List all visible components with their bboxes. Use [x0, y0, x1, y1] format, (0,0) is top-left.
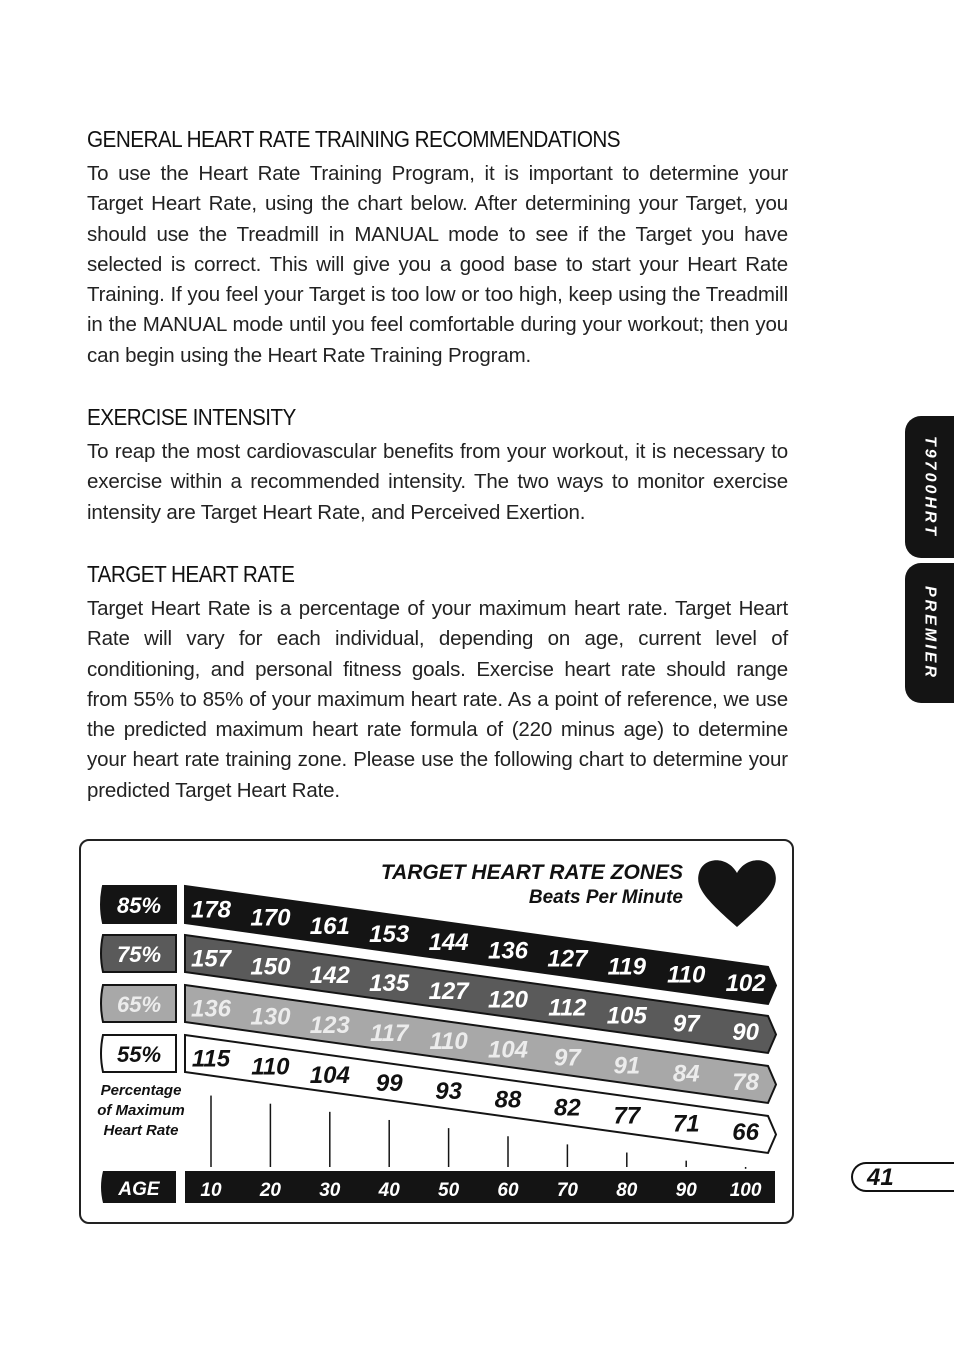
zone-percent-label: 65% [116, 992, 162, 1017]
zone-value: 82 [554, 1094, 581, 1122]
zone-value: 66 [732, 1118, 759, 1146]
zone-value: 127 [428, 978, 469, 1006]
zone-value: 88 [494, 1086, 522, 1114]
row-axis-label: of Maximum [97, 1102, 185, 1119]
zone-value: 91 [613, 1052, 641, 1080]
section-exercise-intensity [87, 404, 788, 528]
zone-value: 112 [548, 994, 587, 1022]
row-axis-label: Heart Rate [103, 1122, 179, 1139]
chart-title: TARGET HEART RATE ZONES [380, 861, 683, 884]
age-tick-label: 10 [200, 1180, 222, 1201]
zone-value: 119 [607, 953, 646, 981]
side-tab-label: PREMIER [921, 586, 939, 680]
zone-value: 99 [375, 1069, 403, 1097]
zone-value: 110 [429, 1028, 468, 1056]
zone-value: 178 [190, 896, 232, 924]
zone-value: 170 [250, 904, 291, 932]
age-tick-label: 50 [438, 1180, 460, 1201]
section-body: To reap the most cardiovascular benefits from your workout, it is necessary to exercise within a recommended intensity. The two ways to monitor exercise intensity are Target Heart Rate, and Perceived Exertion. [87, 440, 788, 524]
zone-value: 161 [309, 912, 350, 940]
zone-value: 150 [250, 953, 291, 981]
chart-subtitle: Beats Per Minute [528, 887, 683, 908]
zone-value: 110 [251, 1053, 290, 1081]
zone-percent-label: 75% [116, 942, 162, 967]
zone-value: 90 [732, 1018, 759, 1046]
zone-percent-label: 55% [116, 1042, 162, 1067]
zone-value: 117 [370, 1019, 409, 1047]
zone-value: 105 [606, 1002, 647, 1030]
zone-value: 104 [487, 1036, 529, 1064]
age-tick-label: 20 [259, 1180, 281, 1201]
age-tick-label: 80 [616, 1180, 638, 1201]
side-tab-label: T9700HRT [921, 436, 939, 538]
zone-value: 127 [547, 945, 588, 973]
zone-value: 97 [554, 1044, 581, 1072]
zone-value: 142 [309, 961, 350, 989]
zone-value: 120 [487, 986, 529, 1014]
age-tick-label: 70 [556, 1180, 578, 1201]
row-axis-label: Percentage [100, 1082, 182, 1099]
section-target-heart-rate [87, 561, 788, 806]
zone-value: 93 [435, 1078, 462, 1106]
section-body: Target Heart Rate is a percentage of your maximum heart rate. Target Heart Rate will vary for each individual, depending on age, current level of conditioning, and personal fitness goals. Exercise heart rate should range from 55% to 85% of your maximum heart rate. As a point of reference, we use the predicted maximum heart rate formula of (220 minus age) to determine your heart rate training zone. Please use the following chart to determine your predicted Target Heart Rate. [87, 597, 788, 802]
zone-value: 115 [191, 1045, 231, 1073]
section-heading: GENERAL HEART RATE TRAINING RECOMMENDATIONS [87, 126, 621, 152]
heart-icon [698, 860, 776, 927]
age-axis-label: AGE [118, 1179, 160, 1200]
zone-value: 71 [672, 1110, 700, 1138]
age-tick-label: 30 [319, 1180, 341, 1201]
zone-value: 157 [190, 945, 232, 973]
section-heading: TARGET HEART RATE [87, 561, 295, 587]
zone-value: 153 [369, 920, 410, 948]
heart-rate-zone-chart [79, 839, 794, 1224]
zone-value: 77 [613, 1102, 641, 1130]
zone-value: 123 [309, 1011, 350, 1039]
age-tick-label: 60 [497, 1180, 519, 1201]
section-general-recommendations [87, 126, 788, 371]
zone-value: 84 [672, 1060, 700, 1088]
age-tick-label: 100 [729, 1180, 762, 1201]
page-number [851, 1162, 954, 1192]
page-number-text: 41 [867, 1164, 894, 1191]
zone-percent-label: 85% [116, 893, 162, 918]
zone-value: 97 [672, 1010, 700, 1038]
section-heading: EXERCISE INTENSITY [87, 404, 296, 430]
age-tick-label: 90 [675, 1180, 697, 1201]
zone-value: 135 [369, 969, 410, 997]
age-tick-label: 40 [378, 1180, 400, 1201]
zone-value: 102 [725, 969, 766, 997]
zone-value: 104 [309, 1061, 350, 1089]
zone-value: 78 [732, 1068, 759, 1096]
section-body: To use the Heart Rate Training Program, it is important to determine your Target Heart Rate, using the chart below. After determining your Target, you should use the Treadmill in MANUAL mode to see if the Target you have selected is correct. This will give you a good base to start your Heart Rate Training. If you feel your Target is too low or too high, keep using the Treadmill in the MANUAL mode until you feel comfortable during your workout; then you can begin using the Heart Rate Training Program. [87, 162, 788, 367]
zone-value: 136 [487, 937, 529, 965]
side-tab-model [905, 416, 954, 558]
side-tab-brand [905, 563, 954, 703]
zone-value: 110 [667, 961, 706, 989]
zone-value: 130 [250, 1003, 291, 1031]
zone-value: 136 [190, 995, 232, 1023]
zone-value: 144 [428, 929, 469, 957]
